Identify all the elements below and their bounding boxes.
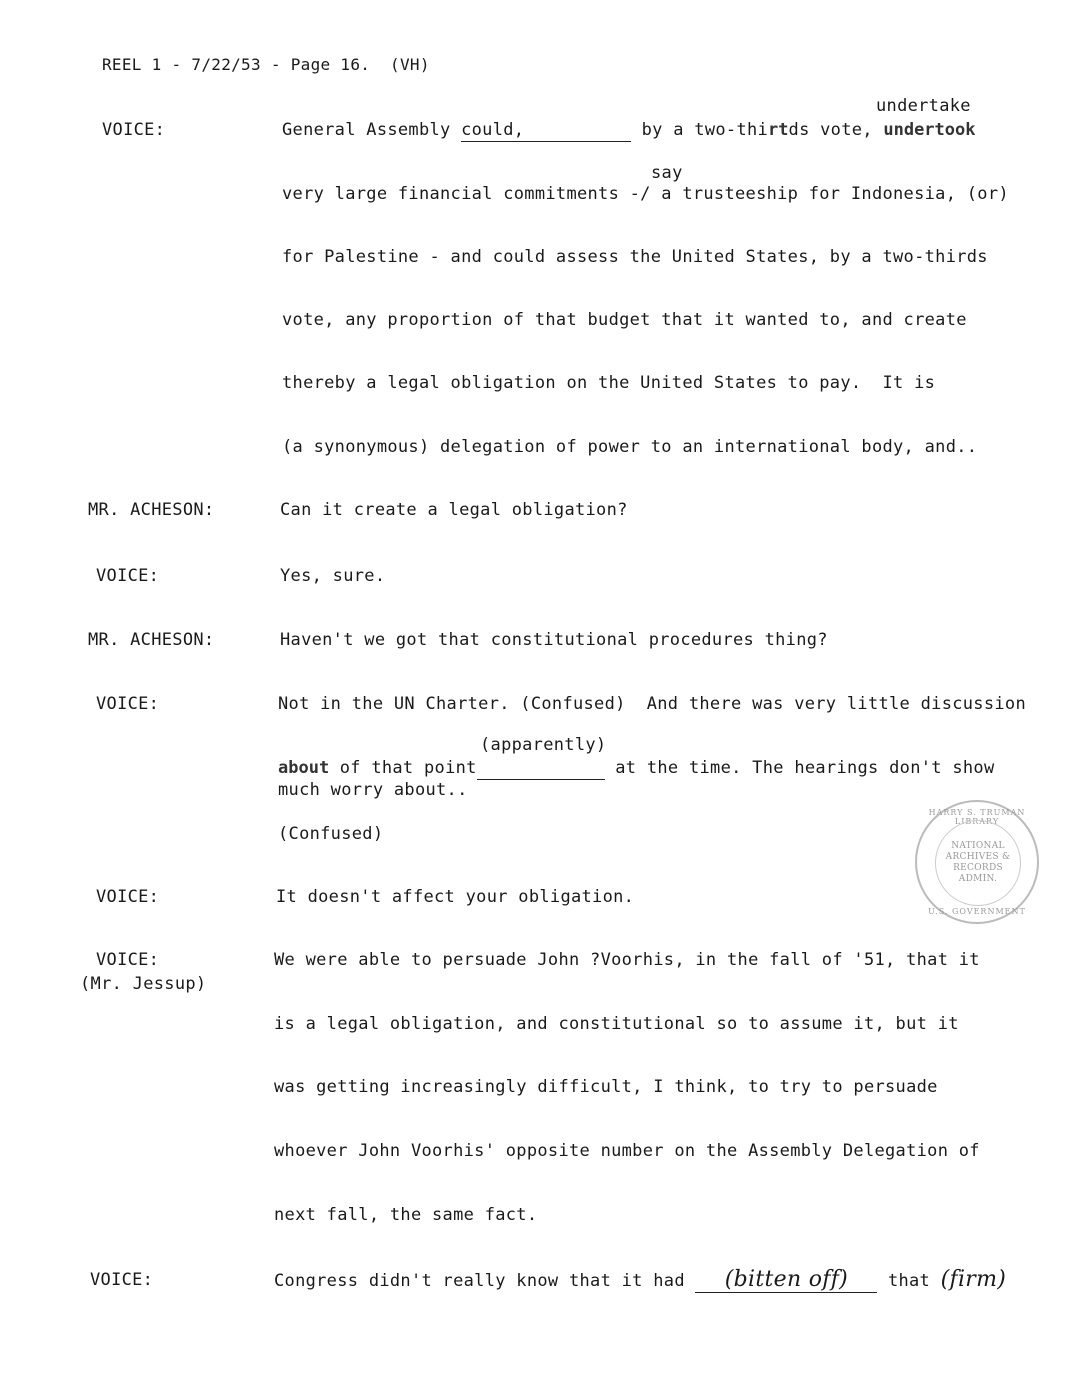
transcript-line: Can it create a legal obligation? (280, 500, 628, 520)
handwritten-insertion: say (651, 163, 683, 183)
handwritten-text: (firm) (940, 1267, 1007, 1292)
speaker-label: VOICE: (96, 887, 160, 907)
transcript-line: thereby a legal obligation on the United States to pay. It is (282, 373, 936, 393)
stamp-text: ADMIN. (958, 874, 998, 884)
transcript-line: whoever John Voorhis' opposite number on the Assembly Delegation of (274, 1141, 980, 1161)
speaker-label: VOICE: (102, 120, 166, 140)
transcript-line: Not in the UN Charter. (Confused) And there was very little discussion (278, 694, 1026, 714)
blank-fill (695, 1267, 877, 1293)
blank-fill: could, (461, 120, 631, 142)
page-header: REEL 1 - 7/22/53 - Page 16. (VH) (102, 55, 430, 74)
strikethrough-text: about (278, 758, 330, 778)
stamp-text: NATIONAL (951, 841, 1005, 851)
stamp-text: RECORDS (953, 863, 1003, 873)
speaker-label: MR. ACHESON: (88, 500, 215, 520)
transcript-line: General Assembly could, by a two-thirtds vote, undertook (282, 120, 976, 140)
transcript-line: for Palestine - and could assess the United States, by a two-thirds (282, 247, 988, 267)
handwritten-text: (bitten off) (724, 1267, 849, 1292)
speaker-label: VOICE: (96, 566, 160, 586)
handwritten-insertion: (apparently) (480, 735, 607, 755)
transcript-line: It doesn't affect your obligation. (276, 887, 635, 907)
blank-fill (477, 758, 605, 780)
transcript-line: We were able to persuade John ?Voorhis, in the fall of '51, that it (274, 950, 980, 970)
transcript-line: (Confused) (278, 824, 384, 844)
transcript-line: much worry about.. (278, 780, 468, 800)
transcript-line: (a synonymous) delegation of power to an international body, and.. (282, 437, 978, 457)
speaker-label: MR. ACHESON: (88, 630, 215, 650)
handwritten-insertion: undertake (876, 96, 971, 116)
strikethrough-text: rt (768, 120, 789, 140)
speaker-label: VOICE: (96, 694, 160, 714)
stamp-ring-top: HARRY S. TRUMAN LIBRARY (928, 808, 1026, 826)
speaker-label: VOICE: (96, 950, 160, 970)
transcript-line: very large financial commitments -/ a trusteeship for Indonesia, (or) (282, 184, 1009, 204)
strikethrough-text: undertook (883, 120, 976, 140)
transcript-line: Yes, sure. (280, 566, 386, 586)
transcript-line: Haven't we got that constitutional procedures thing? (280, 630, 828, 650)
archive-stamp (915, 800, 1039, 924)
transcript-line: is a legal obligation, and constitutional so to assume it, but it (274, 1014, 959, 1034)
stamp-ring-bottom: U.S. GOVERNMENT (928, 907, 1026, 916)
transcript-line: was getting increasingly difficult, I think, to try to persuade (274, 1077, 938, 1097)
stamp-text: ARCHIVES & (945, 852, 1011, 862)
transcript-line: about of that point at the time. The hearings don't show (278, 758, 995, 778)
transcript-line: vote, any proportion of that budget that it wanted to, and create (282, 310, 967, 330)
speaker-sublabel: (Mr. Jessup) (80, 974, 207, 994)
transcript-line: Congress didn't really know that it had (bitten off) that (firm) (274, 1267, 1007, 1292)
speaker-label: VOICE: (90, 1270, 154, 1290)
transcript-line: next fall, the same fact. (274, 1205, 538, 1225)
